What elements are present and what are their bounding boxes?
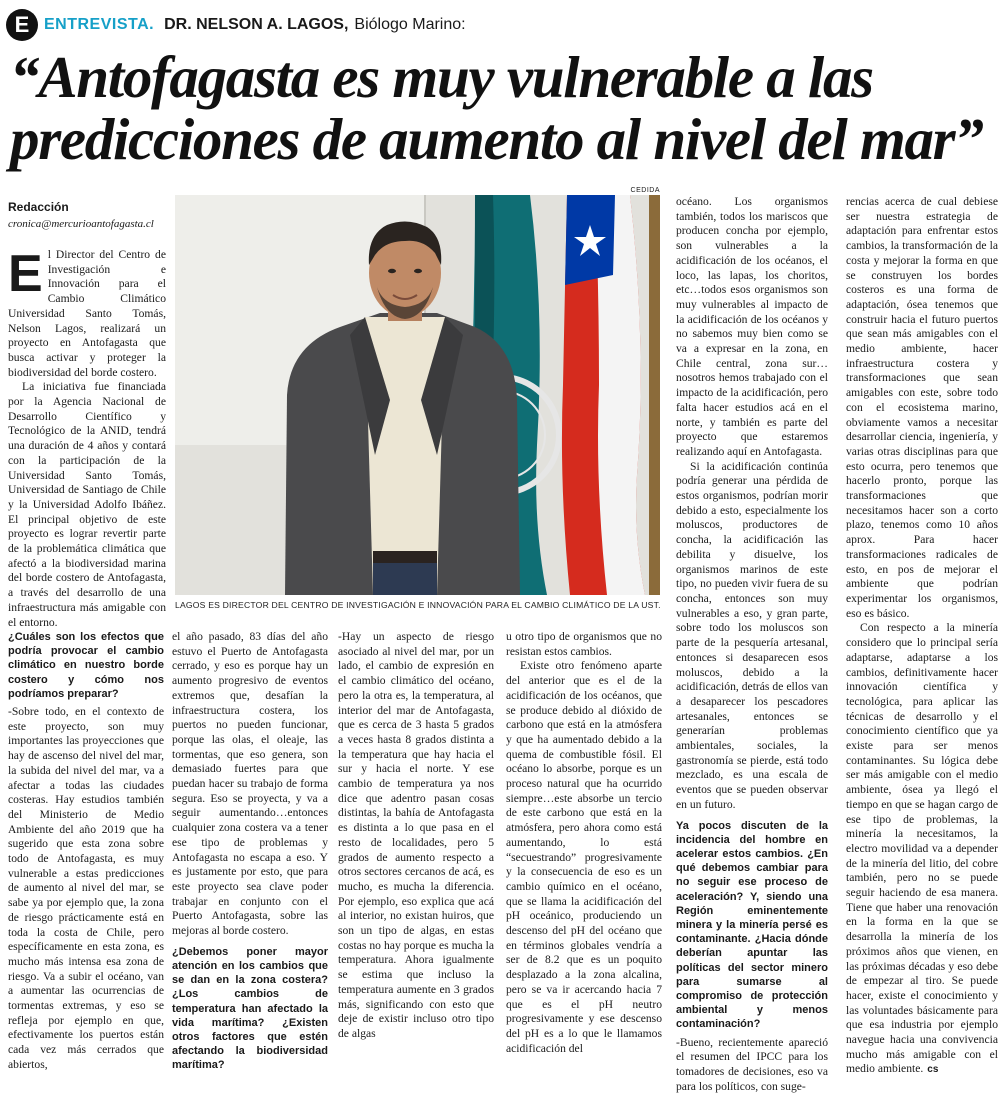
lead-paragraph bbox=[8, 245, 166, 380]
interview-question-3: Ya pocos discuten de la incidencia del hombre en acelerar estos cambios. ¿En qué debemos cambiar para no seguir ese proceso de aceleración? Y, siendo una Región eminentemente minera y la minería persé es contaminante. ¿Hacia dónde deberían apuntar las políticas del sector minero para sumarse al compromiso de protección ambiental y menos contaminación? bbox=[676, 819, 828, 1031]
article-column-6 bbox=[676, 195, 828, 1093]
kicker-line bbox=[6, 8, 466, 42]
paragraph bbox=[846, 621, 998, 1078]
answer-paragraph: -Sobre todo, en el contexto de este proyecto, son muy importantes las proyecciones que hay de ascenso del nivel del mar, la subida del nivel del mar, va a afectar a todas las ciudades costeras. Hay estudios también del Ministerio de Medio Ambiente del año 2019 que ha sugerido que esta zona sobre todo de Antofagasta, es muy vulnerable a estas predicciones de aumento al nivel del mar, se sabe ya por ejemplo que, la zona de riesgo prácticamente está en toda la costa de Chile, pero específicamente en esta zona, es mucho más intensa esa zona de riesgo. Va a subir el océano, van a aumentar las ocurrencias de tormentas extremas, y eso se refleja por ejemplo en que, efectivamente los puertos están cada vez más cerrados que abiertos, bbox=[8, 705, 164, 1071]
answer-paragraph: u otro tipo de organismos que no resistan estos cambios. bbox=[506, 630, 662, 658]
article-column-5 bbox=[506, 630, 662, 1062]
paragraph: La iniciativa fue financiada por la Agencia Nacional de Desarrollo Científico y Tecnológico de la ANID, tendrá una duración de 4 años y contará con la participación de la Universidad Santo Tomás, Universidad de Santiago de Chile y la Universidad Adolfo Ibáñez. El principal objetivo de este proyecto es lograr revertir parte de la problemática climática que afectó a la biodiversidad marina del borde costero de Antofagasta, a través del desarrollo de una infraestructura más amigable con el entorno. bbox=[8, 380, 166, 629]
interviewee-role: Biólogo Marino: bbox=[354, 16, 466, 33]
article-column-7 bbox=[846, 195, 998, 1076]
paragraph: Existe otro fenómeno aparte del anterior que es el de la acidificación de los océanos, que se produce debido al dióxido de carbono que está en la atmósfera y que ha aumentado debido a la quema de combustible fósil. El océano lo absorbe, porque es un proceso natural que ha ocurrido siempre…este absorbe un tercio de este carbono que está en la atmósfera, pero ahora como está aumentando, lo está “secuestrando” progresivamente y la consecuencia de eso es un cambio químico en el océano, que se llama la acidificación del pH oceánico, produciendo un descenso del pH del océano que en términos globales vendría a ser de 8.2 que es un poquito desplazado a la zona alcalina, pero se va ir acercando hacia 7 que es el pH neutro progresivamente y ese descenso del pH es a lo que le llamamos acidificación del bbox=[506, 659, 662, 1055]
article-column-2 bbox=[8, 630, 164, 1071]
interview-question-1: ¿Cuáles son los efectos que podría provocar el cambio climático en nuestro borde costero y cómo nos podríamos preparar? bbox=[8, 631, 164, 700]
byline bbox=[8, 200, 173, 230]
article-column-4 bbox=[338, 630, 494, 1062]
photo-caption: LAGOS ES DIRECTOR DEL CENTRO DE INVESTIGACIÓN E INNOVACIÓN PARA EL CAMBIO CLIMÁTICO DE LA UST. bbox=[175, 600, 661, 610]
answer-paragraph: océano. Los organismos también, todos los mariscos que producen concha por ejemplo, son vulnerables a la acidificación de los océanos, el loco, las lapas, los choritos, etc…todos esos organismos son muy vulnerables al impacto de la acidificación de los océanos y no sabemos muy bien como se va a expresar en la zona, en Chile central, zona sur…nosotros hemos trabajado con el impacto de la acidificación, pero falta hacer estudios acá en el norte, y también es parte del proyecto que estaremos realizando aquí en Antofagasta. bbox=[676, 195, 828, 458]
end-mark: cs bbox=[927, 1064, 939, 1076]
answer-paragraph: -Bueno, recientemente apareció el resumen del IPCC para los tomadores de decisiones, eso va para los políticos, con suge- bbox=[676, 1035, 828, 1093]
interview-question-2: ¿Debemos poner mayor atención en los cambios que se dan en la zona costera? ¿Los cambios de temperatura han afectado la vida marítima? ¿Existen otros factores que estén afectando la biodiversidad marítima? bbox=[172, 945, 328, 1072]
portrait-photo bbox=[175, 195, 660, 595]
answer-paragraph: rencias acerca de cual debiese ser nuestra estrategia de adaptación para enfrentar estos cambios, la transformación de la costa y mejorar la forma en que se construyen los bordes costeros es una forma de adaptación, ósea tenemos que construir hacia el futuro puertos que sean más amigables con el medio ambiente, hacer infraestructura costera y transformaciones que sean amigables con este, sobre todo con el ecosistema marino, obviamente vamos a necesitar desarrollar ciencia, ingeniería, y varias otras disciplinas para que esto ocurra, pero tenemos que hacerlo pronto, porque las transformaciones que necesitamos hacer son a corto plazo, tenemos como 10 años aprox. Para hacer transformaciones radicales de esto, en pos de mejorar el ambiente que podrían experimentar los organismos, eso es básico. bbox=[846, 195, 998, 620]
portrait-illustration bbox=[175, 195, 660, 595]
section-label: ENTREVISTA. bbox=[44, 16, 155, 33]
section-badge: E bbox=[6, 9, 38, 41]
headline: “Antofagasta es muy vulnerable a las predicciones de aumento al nivel del mar” bbox=[10, 44, 983, 172]
paragraph: Si la acidificación continúa podría generar una pérdida de estos organismos, podrían morir debido a esto, especialmente los moluscos, productores de concha, la acidificación las debilita y disuelve, los organismos marinos de este tipo, no pueden vivir fuera de su concha, entonces son muy vulnerables a eso, y gran parte, sobre todo los moluscos son parte de la pesquería artesanal, entonces si desaparecen esos moluscos, debido a la acidificación, detrás de ellos van a desaparecer los pescadores artesanales, entonces se generarían problemas ambientales, sociales, la gastronomía se pierde, está todo mezclado, es una escala de eventos que se pueden observar en un futuro. bbox=[676, 459, 828, 811]
article-column-3 bbox=[172, 630, 328, 1072]
byline-author: Redacción bbox=[8, 200, 69, 214]
lead-text: l Director del Centro de Investigación e Innovación para el Cambio Climático Universidad Santo Tomás, Nelson Lagos, realizará un proyecto en Antofagasta que busca activar y proteger la biodiversidad del borde costero. bbox=[8, 248, 166, 379]
article-column-1 bbox=[8, 245, 166, 629]
closing-paragraph-text: Con respecto a la minería considero que lo principal sería adaptarse, adaptarse a los cambios, definitivamente hacer innovación científica y tecnológica, para aplicar las técnicas de desarrollo y el conocimiento científico que ya existe para ser menos contaminantes. Su lógica debe ser más amigable con el medio ambiente, ósea ya llegó el tiempo en que se hagan cargo de ese tipo de problemas, la minería la necesitamos, la electro movilidad va a depender de la minería del litio, del cobre también, pero no se puede seguir haciendo de esa manera. Tiene que haber una renovación en la forma en la que se desarrolla la minería de los próximos años que vienen, en las próximas décadas y eso debe de empezar al tiro. Se puede hacer, existe el conocimiento y las voluntades básicamente para que esa industria por ejemplo navegue hacia una convivencia mucho más amigable con el medio ambiente. bbox=[846, 621, 998, 1076]
byline-email: cronica@mercurioantofagasta.cl bbox=[8, 218, 154, 230]
drop-cap: E bbox=[8, 245, 43, 303]
photo-credit: CEDIDA bbox=[630, 187, 660, 194]
interviewee-name: DR. NELSON A. LAGOS, bbox=[164, 16, 349, 33]
answer-paragraph: el año pasado, 83 días del año estuvo el Puerto de Antofagasta cerrado, y eso es porque hay un aumento progresivo de eventos extremos que, desafían la infraestructura costera, los puertos no pueden funcionar, porque las olas, el oleaje, las tormentas, que eso genera, son demasiado fuertes para que puedan hacer su trabajo de forma segura. Eso se proyecta, y va a seguir aumentando…entonces cualquier zona costera va a tener ese tipo de problemas y Antofagasta no escapa a eso. Y es justamente por esto, que para este proyecto sea clave poder trabajar en conjunto con el Puerto Antofagasta, sobre las mejoras al borde costero. bbox=[172, 630, 328, 938]
answer-paragraph: -Hay un aspecto de riesgo asociado al nivel del mar, por un lado, el cambio de expresión en el cambio climático del océano, pero la otra es, la temperatura, al interior del mar de Antofagasta, que es cerca de 3 hasta 5 grados a veces hasta 8 grados distinta a la temperatura que hay hacia el sur y hacia el norte. Y ese cambio de temperatura ya nos dice que adentro pasan cosas distintas, la bahía de Antofagasta es distinta a lo que pasa en el resto de localidades, pero 5 grados de aumento respecto a otros sectores cercanos de acá, es mucho, es mucha la diferencia. Por ejemplo, eso explica que acá al interior, no existan huiros, que son un tipo de algas, en estas costas no hay porque es mucha la temperatura. Ahora igualmente se estima que incluso la temperatura aumente en 3 grados más, significando con esto que deje de existir incluso otro tipo de algas bbox=[338, 630, 494, 1040]
